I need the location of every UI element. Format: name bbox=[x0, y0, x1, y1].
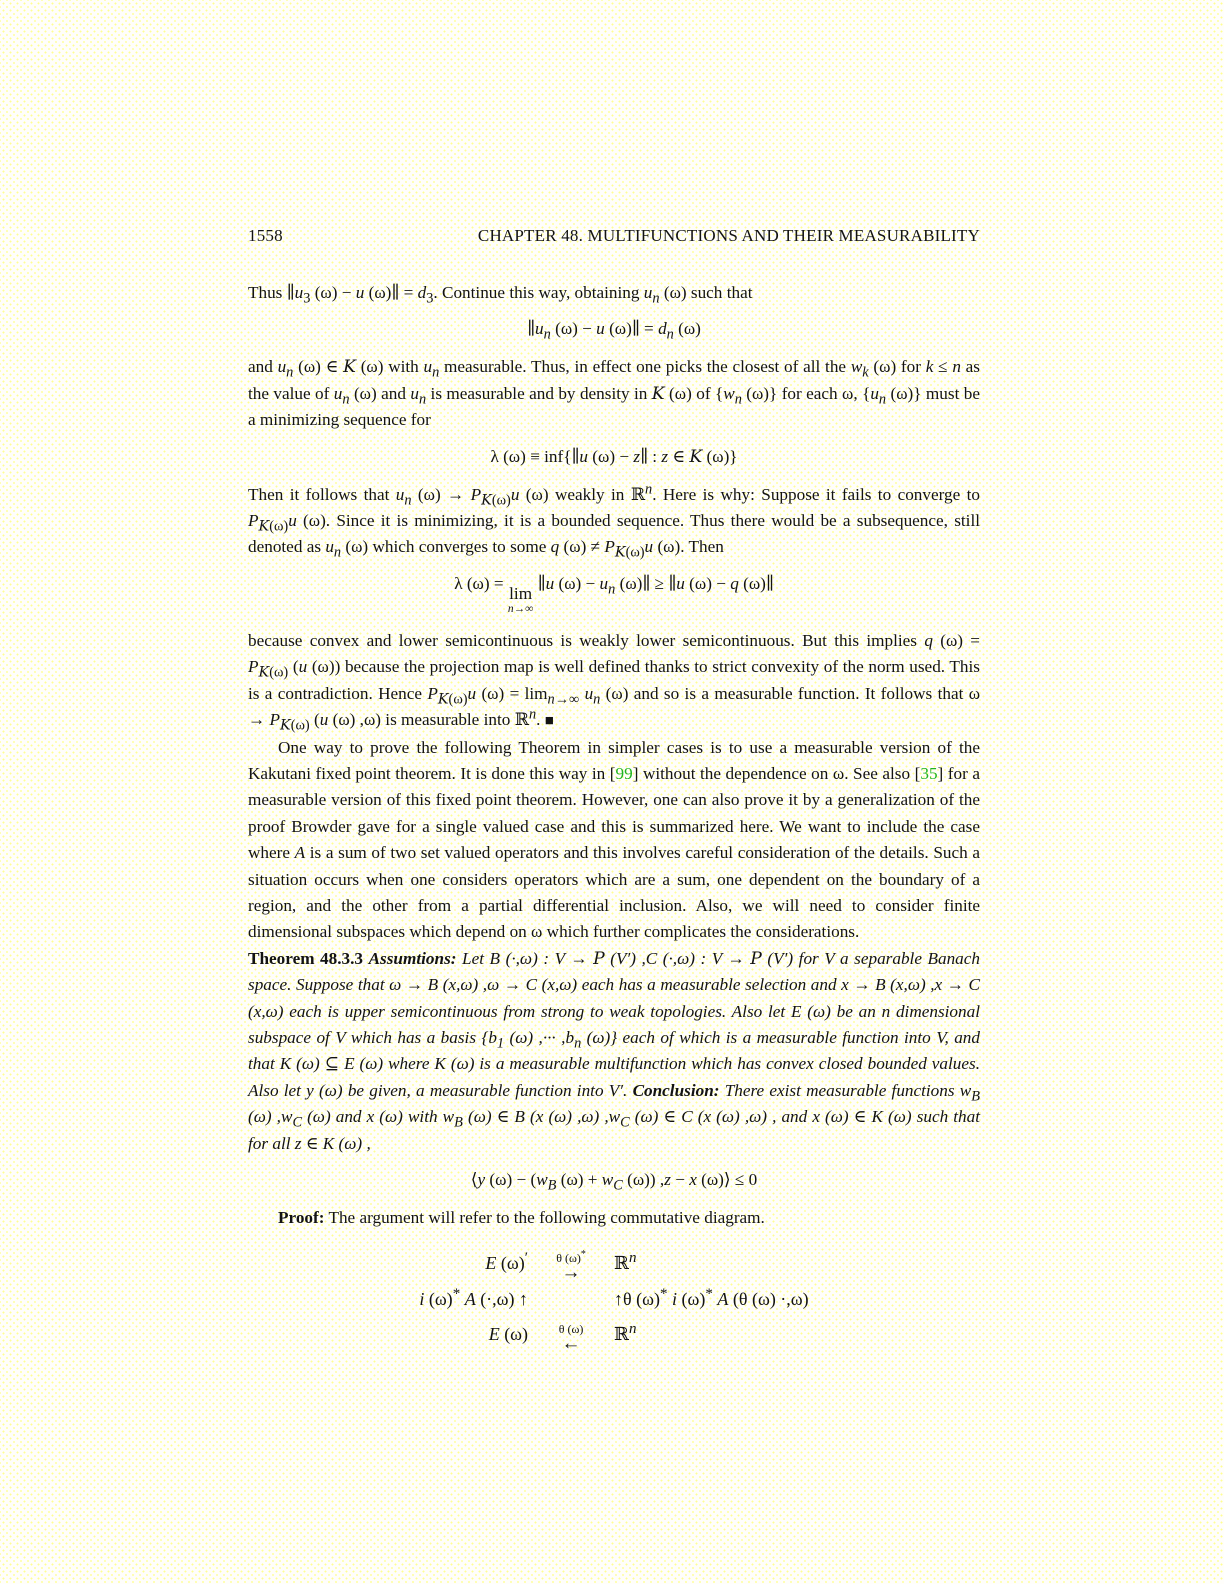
paragraph-one-way bbox=[248, 735, 980, 946]
theorem-48-3-3: Theorem 48.3.3 Assumtions: Let B (·,ω) : V → P (V′) ,C (·,ω) : V → P (V′) for V a separable Banach space. Suppose that ω → B (x,ω) ,ω → C (x,ω) each has a measurable selection and x → B (x,ω) ,x → C (x,ω) each is upper semicontinuous from strong to weak topologies. Also let E (ω) be an n dimensional subspace of V which has a basis {$b_1$ (ω) ,··· $,b_n$ (ω)} each of which is a measurable function into V, and that K (ω) ⊆ E (ω) where K (ω) is a measurable multifunction which has convex closed bounded values. Also let y (ω) be given, a measurable function into V′. Conclusion: There exist measurable functions $w_B$ (ω) $,w_C$ (ω) and x (ω) with $w_B$ (ω) ∈ B (x (ω) ,ω) $,w_C$ (ω) ∈ C (x (ω) ,ω) , and x (ω) ∈ K (ω) such that for all z ∈ K (ω) , bbox=[248, 948, 981, 1153]
equation-lambda-lim: λ (ω) = lim n→∞ ∥u $(\omega) - u_n$ (ω)∥ ≥ ∥u (ω) − q (ω)∥ bbox=[454, 573, 774, 615]
diagram-Rn-bottom: ℝ$^n$ bbox=[614, 1321, 637, 1344]
text-segment: One way to prove the following Theorem in simpler cases is to use a measurable version of the Kakutani fixed point theorem. It is done this way in [ bbox=[248, 737, 980, 783]
diagram-top-arrow-label: θ (ω)* bbox=[556, 1248, 586, 1265]
chapter-title: CHAPTER 48. MULTIFUNCTIONS AND THEIR MEASURABILITY bbox=[477, 226, 980, 245]
left-arrow-icon: ← bbox=[561, 1332, 581, 1354]
equation-lambda-inf: λ (ω) ≡ inf{∥u (ω) − z∥ : z ∈ K (ω)} bbox=[490, 446, 738, 467]
citation-link-35[interactable]: 35 bbox=[920, 764, 938, 783]
diagram-top-arrow bbox=[534, 1246, 608, 1282]
commutative-diagram bbox=[419, 1246, 808, 1353]
equation-un-minus-u: $\parallel u_n$ (ω) − u (ω)∥ = $d_n$ (ω) bbox=[527, 319, 701, 343]
paragraph-weak-convergence: Then it follows that $u_n$ $(\omega) \to P_{K(\omega)}u$ (ω) weakly in ℝ$^n$. Here is why: Suppose it fails to converge to $P_{K(\omega)}u$ (ω). Since it is minimizing, it is a bounded sequence. Thus there would be a subsequence, still denoted as $u_n$ (ω) which converges to some q $(\omega) \ne P_{K(\omega)}u$ (ω). Then bbox=[248, 480, 980, 561]
diagram-bottom-arrow-label: θ (ω) bbox=[558, 1321, 584, 1336]
diagram-E-omega-prime: E (ω)′ bbox=[485, 1250, 529, 1273]
diagram-right-vertical-map: ↑θ (ω)* i (ω)* A (θ (ω) ·,ω) bbox=[614, 1285, 809, 1309]
equation-variational-inequality: ⟨y $(\omega) - (w_B$ $(\omega) + w_C$ (ω)) ,z − x (ω)⟩ ≤ 0 bbox=[470, 1170, 758, 1194]
diagram-Rn-top: ℝ$^n$ bbox=[614, 1250, 637, 1273]
paragraph-thus-continue: Thus $\parallel u_3$ (ω) − u (ω)∥ = $d_3$. Continue this way, obtaining $u_n$ (ω) such that bbox=[248, 283, 753, 307]
diagram-bottom-arrow bbox=[534, 1317, 608, 1353]
citation-link-99[interactable]: 99 bbox=[615, 764, 633, 783]
proof-paragraph: Proof: The argument will refer to the following commutative diagram. bbox=[278, 1208, 765, 1228]
text-segment: ] without the dependence on ω. See also [ bbox=[632, 764, 921, 783]
right-arrow-icon: → bbox=[561, 1261, 581, 1283]
page-number: 1558 bbox=[248, 226, 283, 245]
running-header bbox=[248, 226, 980, 246]
diagram-E-omega: E (ω) bbox=[488, 1324, 529, 1344]
text-segment: ] for a measurable version of this fixed point theorem. However, one can also prove it by a generalization of the proof Browder gave for a single valued case and this is summarized here. We want to include the case where A is a sum of two set valued operators and this involves careful consideration of the details. Such a situation occurs when one considers operators which are a sum, one dependent on the boundary of a region, and the other from a partial differential inclusion. Also, we will need to consider finite dimensional subspaces which depend on ω which further complicates the considerations. bbox=[248, 764, 980, 942]
book-page bbox=[248, 226, 980, 1353]
paragraph-contradiction-qed: because convex and lower semicontinuous is weakly lower semicontinuous. But this implies q $(\omega) = P_{K(\omega)}$ (u (ω)) because the projection map is well defined thanks to strict convexity of the norm used. This is a contradiction. Hence $P_{K(\omega)}u$ $(\omega) = \lim_{n\to\infty} u_n$ (ω) and so is a measurable function. It follows that $\omega \to P_{K(\omega)}$ (u (ω) ,ω) is measurable into ℝ$^n$. ■ bbox=[248, 630, 981, 734]
diagram-left-vertical-map: i (ω)* A (·,ω) ↑ bbox=[419, 1285, 529, 1309]
paragraph-minimizing-sequence: and $u_n$ (ω) ∈ K (ω) with $u_n$ measurable. Thus, in effect one picks the closest of all the $w_k$ (ω) for k ≤ n as the value of $u_n$ (ω) and $u_n$ is measurable and by density in K (ω) of {$w_n$ (ω)} for each ω, {$u_n$ (ω)} must be a minimizing sequence for bbox=[248, 357, 980, 430]
